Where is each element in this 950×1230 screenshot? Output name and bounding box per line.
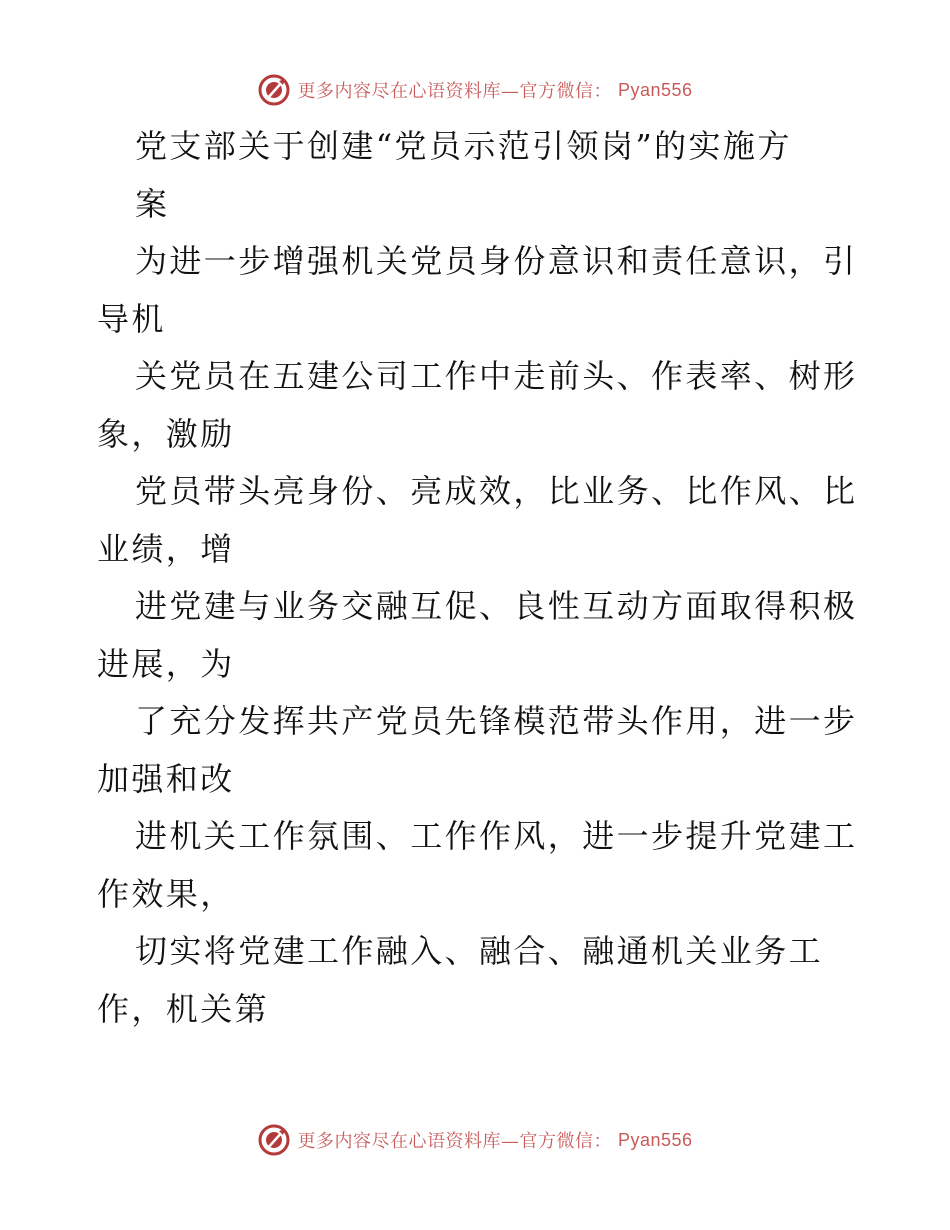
doc-line: 作，机关第 bbox=[97, 989, 270, 1028]
doc-line: 案 bbox=[135, 184, 170, 223]
doc-line: 象，激励 bbox=[97, 414, 235, 453]
doc-line: 关党员在五建公司工作中走前头、作表率、树形 bbox=[135, 357, 858, 395]
doc-line: 了充分发挥共产党员先锋模范带头作用，进一步 bbox=[135, 702, 858, 740]
footer-watermark bbox=[0, 1120, 950, 1160]
doc-line: 为进一步增强机关党员身份意识和责任意识，引 bbox=[135, 242, 858, 280]
doc-line: 切实将党建工作融入、融合、融通机关业务工 bbox=[135, 932, 824, 970]
doc-line: 进展，为 bbox=[97, 644, 235, 683]
doc-line: 导机 bbox=[97, 299, 166, 338]
doc-line: 业绩，增 bbox=[97, 529, 235, 568]
doc-line: 加强和改 bbox=[97, 759, 235, 798]
doc-line: 党支部关于创建“党员示范引领岗”的实施方 bbox=[135, 127, 792, 165]
doc-line: 进党建与业务交融互促、良性互动方面取得积极 bbox=[135, 587, 858, 625]
seal-logo-icon bbox=[257, 73, 291, 107]
header-watermark bbox=[0, 70, 950, 110]
doc-line: 进机关工作氛围、工作作风，进一步提升党建工 bbox=[135, 817, 858, 855]
watermark-contact: Pyan556 bbox=[617, 79, 693, 100]
watermark-text: 更多内容尽在心语资料库—官方微信： bbox=[297, 81, 612, 102]
doc-line: 作效果， bbox=[97, 874, 235, 913]
doc-line: 党员带头亮身份、亮成效，比业务、比作风、比 bbox=[135, 472, 858, 510]
seal-logo-icon bbox=[257, 1123, 291, 1157]
document-body bbox=[97, 118, 857, 1038]
watermark-text: 更多内容尽在心语资料库—官方微信： bbox=[297, 1131, 612, 1152]
watermark-contact: Pyan556 bbox=[617, 1129, 693, 1150]
